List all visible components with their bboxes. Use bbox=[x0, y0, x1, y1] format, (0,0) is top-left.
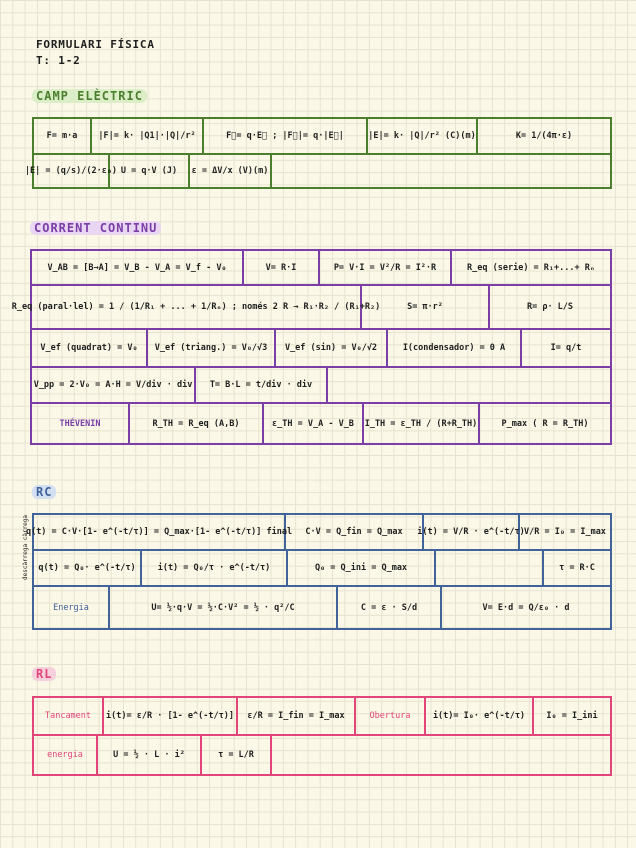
formula-cell: S= π·r² bbox=[362, 286, 490, 328]
formula-cell: q(t) = C·V·[1- e^(-t/τ)] = Q_max·[1- e^(-t/τ)] final bbox=[34, 515, 286, 549]
thevenin-label: THÉVENIN bbox=[32, 404, 130, 443]
table-row bbox=[34, 119, 610, 155]
formula-cell: τ = R·C bbox=[559, 563, 595, 573]
formula-cell: C·V = Q_fin = Q_max bbox=[286, 515, 424, 549]
camp-table bbox=[24, 117, 612, 189]
corrent-table bbox=[11, 249, 612, 445]
page-title: FORMULARI FÍSICA bbox=[36, 38, 155, 51]
table-row bbox=[34, 551, 610, 587]
formula-cell: ε = ΔV/x (V)(m) bbox=[190, 155, 272, 187]
table-row bbox=[32, 251, 610, 286]
formula-cell: i(t)= ε/R · [1- e^(-t/τ)] bbox=[104, 698, 238, 734]
formula-cell: R= ρ· L/S bbox=[526, 302, 574, 312]
formula-cell: U = ½ · L · i² bbox=[98, 736, 202, 774]
tancament-label: Tancament bbox=[34, 698, 104, 734]
table-row bbox=[32, 404, 610, 443]
table-row bbox=[34, 736, 610, 774]
obertura-label: Obertura bbox=[356, 698, 426, 734]
empty-cell bbox=[328, 368, 610, 402]
rc-side-label: descàrrega càrrega bbox=[22, 514, 29, 580]
energia-label: energia bbox=[34, 736, 98, 774]
formula-cell: U = q·V (J) bbox=[110, 155, 190, 187]
formula-cell: V= R·I bbox=[244, 251, 320, 284]
formula-cell: V= E·d = Q/ε₀ · d bbox=[482, 602, 570, 613]
formula-cell: P_max ( R = R_TH) bbox=[501, 418, 589, 429]
formula-cell: q(t) = Q₀· e^(-t/τ) bbox=[34, 551, 142, 585]
section-title-rl: RL bbox=[32, 667, 56, 681]
formula-cell: Q₀ = Q_ini = Q_max bbox=[288, 551, 436, 585]
formula-cell: P= V·I = V²/R = I²·R bbox=[320, 251, 452, 284]
formula-cell: V_ef (triang.) = V₀/√3 bbox=[148, 330, 276, 366]
formula-cell: I₀ = I_ini bbox=[546, 711, 598, 721]
formula-cell: R_TH = R_eq (A,B) bbox=[130, 404, 264, 443]
formula-cell: V/R = I₀ = I_max bbox=[524, 527, 606, 537]
formula-cell: K= 1/(4π·ε) bbox=[515, 131, 573, 141]
section-title-rc: RC bbox=[32, 485, 56, 499]
formula-cell: F= m·a bbox=[34, 119, 92, 153]
formula-cell: ε/R = I_fin = I_max bbox=[238, 698, 356, 734]
formula-cell: I_TH = ε_TH / (R+R_TH) bbox=[364, 404, 480, 443]
formula-cell: I(condensador) = 0 A bbox=[388, 330, 522, 366]
table-row bbox=[11, 286, 610, 330]
formula-cell: U= ½·q·V = ½·C·V² = ½ · q²/C bbox=[110, 587, 338, 628]
formula-cell: V_pp = 2·V₀ = A·H = V/div · div bbox=[32, 368, 196, 402]
section-title-corrent: CORRENT CONTINU bbox=[30, 221, 161, 235]
formula-cell: i(t)= I₀· e^(-t/τ) bbox=[426, 698, 534, 734]
section-title-camp: CAMP ELÈCTRIC bbox=[32, 89, 147, 103]
formula-cell: |F|= k· |Q1|·|Q|/r² bbox=[92, 119, 204, 153]
formula-cell: F⃗= q·E⃗ ; |F⃗|= q·|E⃗| bbox=[204, 119, 368, 153]
rl-table bbox=[32, 696, 612, 776]
formula-cell: V_AB = [B→A] = V_B - V_A = V_f - V₀ bbox=[32, 251, 244, 284]
table-row bbox=[24, 155, 610, 187]
page-subtitle: T: 1-2 bbox=[36, 54, 81, 67]
formula-cell: V_ef (sin) = V₀/√2 bbox=[276, 330, 388, 366]
formula-cell: C = ε · S/d bbox=[338, 587, 442, 628]
formula-cell: |E|= k· |Q|/r² (C)(m) bbox=[368, 119, 478, 153]
formula-cell: V_ef (quadrat) = V₀ bbox=[32, 330, 148, 366]
table-row bbox=[25, 515, 610, 551]
table-row bbox=[34, 698, 610, 736]
formula-cell: ε_TH = V_A - V_B bbox=[264, 404, 364, 443]
formula-cell: I= q/t bbox=[550, 343, 582, 353]
formula-cell: i(t) = Q₀/τ · e^(-t/τ) bbox=[142, 551, 288, 585]
formula-cell: R_eq (serie) = R₁+...+ Rₙ bbox=[467, 262, 595, 273]
empty-cell bbox=[272, 736, 610, 774]
empty-cell bbox=[272, 155, 610, 187]
formula-cell: i(t) = V/R · e^(-t/τ) bbox=[424, 515, 520, 549]
formula-cell: R_eq (paral·lel) = 1 / (1/R₁ + ... + 1/Rₙ) ; només 2 R → R₁·R₂ / (R₁+R₂) bbox=[32, 286, 362, 328]
table-row bbox=[32, 330, 610, 368]
table-row bbox=[32, 368, 610, 404]
formula-cell: T= B·L = t/div · div bbox=[196, 368, 328, 402]
formula-cell: τ = L/R bbox=[202, 736, 272, 774]
formula-cell: |E| = (q/s)/(2·ε₀) bbox=[34, 155, 110, 187]
empty-cell bbox=[436, 551, 544, 585]
energia-label: Energia bbox=[34, 587, 110, 628]
table-row bbox=[34, 587, 610, 628]
